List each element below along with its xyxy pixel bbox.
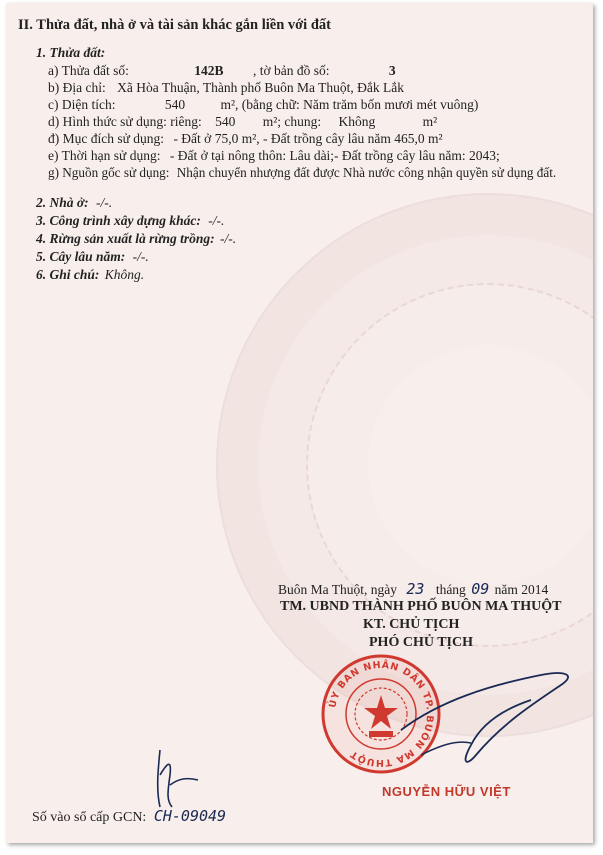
purpose-value: - Đất ở 75,0 m², - Đất trồng cây lâu năm 465,0 m² [173,131,443,146]
area-value: 540 [164,97,186,112]
section-title: II. Thửa đất, nhà ở và tài sản khác gắn liền với đất [18,17,331,33]
origin-value: Nhận chuyển nhượng đất được Nhà nước công nhận quyền sử dụng đất. [176,165,557,180]
term-row [48,148,500,164]
address-label: b) Địa chỉ: [48,80,106,95]
address-value: Xã Hòa Thuận, Thành phố Buôn Ma Thuột, Đắk Lắk [117,80,404,95]
item-other-works: 3. Công trình xây dựng khác: -/-. [36,213,225,228]
registrar-initials [146,745,206,815]
area-row [48,97,478,113]
origin-row [48,165,556,181]
purpose-label: đ) Mục đích sử dụng: [48,131,165,146]
term-value: - Đất ở tại nông thôn: Lâu dài;- Đất trồng cây lâu năm: 2043; [169,148,500,163]
signer-name: NGUYỄN HỮU VIỆT [382,784,511,799]
land-parcel-row [48,63,396,79]
item-house: 2. Nhà ở: -/-. [36,195,113,210]
registry-label: Số vào sổ cấp GCN: [32,810,147,825]
shared-area: Không [338,114,376,129]
item-planted-forest: 4. Rừng sản xuất là rừng trồng: -/-. [36,231,237,246]
place-date: Buôn Ma Thuột, ngày 23 tháng 09 năm 2014 [278,580,549,598]
signer-title-2: PHÓ CHỦ TỊCH [369,635,473,650]
certificate-page [6,3,593,843]
land-heading: 1. Thửa đất: [36,45,106,60]
parcel-label: a) Thửa đất số: [48,63,129,78]
shared-label: m²; chung: [262,114,322,129]
registry-row [32,808,226,826]
registry-number: CH-09049 [153,807,227,825]
signer-title-1: KT. CHỦ TỊCH [363,617,460,632]
parcel-number: 142B [194,63,224,78]
origin-label: g) Nguồn gốc sử dụng: [48,165,170,180]
date-month: 09 [471,580,490,598]
purpose-row [48,131,443,147]
item-note: 6. Ghi chú: Không. [36,267,145,282]
map-sheet-number: 3 [388,63,396,78]
map-sheet-label: , tờ bản đồ số: [252,63,330,78]
area-in-words: m², (bằng chữ: Năm trăm bốn mươi mét vuông) [220,97,479,112]
usage-form-row [48,114,437,130]
issuing-org: TM. UBND THÀNH PHỐ BUÔN MA THUỘT [280,599,562,614]
shared-unit: m² [422,114,438,129]
leader-signature [381,645,581,795]
item-perennial-trees: 5. Cây lâu năm: -/-. [36,249,149,264]
usage-form-label: d) Hình thức sử dụng: riêng: [48,114,202,129]
address-row [48,80,404,96]
stamp-text: ỦY BAN NHÂN DÂN TP. BUÔN MA THUỘT [327,659,436,769]
date-day: 23 [406,580,425,598]
term-label: e) Thời hạn sử dụng: [48,148,161,163]
private-area: 540 [215,114,236,129]
area-label: c) Diện tích: [48,97,116,112]
